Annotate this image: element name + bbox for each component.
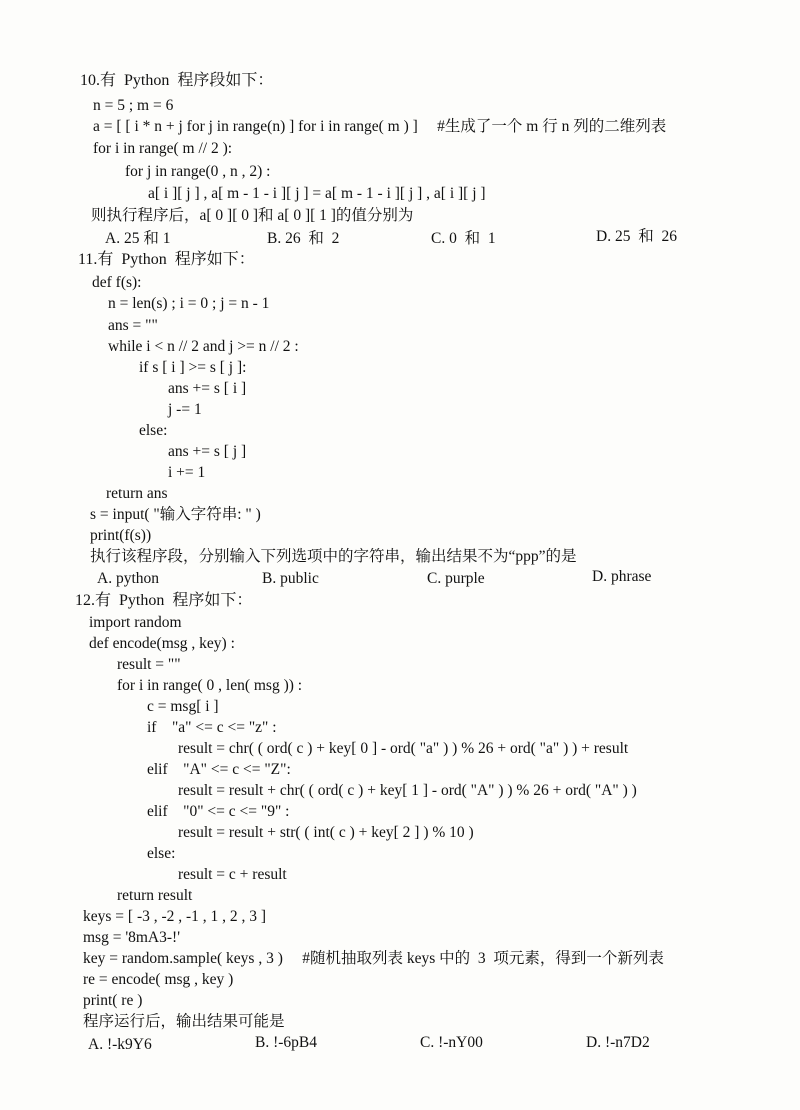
q12-code-line: key = random.sample( keys , 3 ) #随机抽取列表 keys 中的 3 项元素，得到一个新列表 (83, 950, 664, 967)
q10-option-a: A. 25 和 1 (105, 230, 171, 247)
q10-option-b: B. 26 和 2 (267, 230, 340, 247)
q12-code-line: result = result + chr( ( ord( c ) + key[ 1 ] - ord( "A" ) ) % 26 + ord( "A" ) ) (178, 782, 637, 799)
q12-option-d: D. !-n7D2 (586, 1034, 650, 1051)
q11-code-line: print(f(s)) (90, 527, 152, 544)
q11-code-line: if s [ i ] >= s [ j ]: (139, 359, 247, 376)
q11-code-line: def f(s): (92, 274, 142, 291)
q12-code-line: result = "" (117, 656, 181, 673)
q11-option-d: D. phrase (592, 568, 652, 585)
q11-option-b: B. public (262, 570, 319, 587)
q12-code-line: result = chr( ( ord( c ) + key[ 0 ] - ord( "a" ) ) % 26 + ord( "a" ) ) + result (178, 740, 629, 757)
q11-option-a: A. python (97, 570, 159, 587)
q12-code-line: return result (117, 887, 193, 904)
q11-option-c: C. purple (427, 570, 485, 587)
q11-code-line: while i < n // 2 and j >= n // 2 : (108, 338, 299, 355)
q11-code-line: else: (139, 422, 168, 439)
q11-code-line: ans += s [ i ] (168, 380, 247, 397)
q12-code-line: else: (147, 845, 176, 862)
q10-code-line: for i in range( m // 2 ): (93, 140, 233, 157)
q11-title: 11.有 Python 程序如下： (78, 251, 255, 268)
q12-title: 12.有 Python 程序如下： (75, 592, 253, 609)
q12-code-line: elif "0" <= c <= "9" : (147, 803, 290, 820)
q10-option-c: C. 0 和 1 (431, 230, 496, 247)
q12-code-line: if "a" <= c <= "z" : (147, 719, 277, 736)
q11-code-line: s = input( "输入字符串: " ) (90, 506, 261, 523)
q12-question: 程序运行后，输出结果可能是 (83, 1013, 285, 1030)
q11-code-line: i += 1 (168, 464, 206, 481)
q10-option-d: D. 25 和 26 (596, 228, 677, 245)
q11-code-line: return ans (106, 485, 168, 502)
q12-code-line: msg = '8mA3-!' (83, 929, 180, 946)
q10-code-line: for j in range(0 , n , 2) : (125, 163, 271, 180)
q11-question: 执行该程序段，分别输入下列选项中的字符串，输出结果不为“ppp”的是 (90, 548, 577, 565)
q12-code-line: c = msg[ i ] (147, 698, 219, 715)
q10-title: 10.有 Python 程序段如下： (80, 72, 274, 89)
q12-code-line: for i in range( 0 , len( msg )) : (117, 677, 303, 694)
q12-option-c: C. !-nY00 (420, 1034, 483, 1051)
q12-code-line: print( re ) (83, 992, 143, 1009)
q12-code-line: def encode(msg , key) : (89, 635, 235, 652)
q12-code-line: elif "A" <= c <= "Z": (147, 761, 291, 778)
q10-question: 则执行程序后，a[ 0 ][ 0 ]和 a[ 0 ][ 1 ]的值分别为 (91, 207, 414, 224)
q12-code-line: result = result + str( ( int( c ) + key[ 2 ] ) % 10 ) (178, 824, 474, 841)
q11-code-line: j -= 1 (168, 401, 202, 418)
q11-code-line: ans += s [ j ] (168, 443, 247, 460)
q12-code-line: result = c + result (178, 866, 287, 883)
q10-code-line: a[ i ][ j ] , a[ m - 1 - i ][ j ] = a[ m - 1 - i ][ j ] , a[ i ][ j ] (148, 185, 486, 202)
q12-code-line: re = encode( msg , key ) (83, 971, 234, 988)
q12-code-line: import random (89, 614, 182, 631)
q12-option-a: A. !-k9Y6 (88, 1036, 152, 1053)
q10-code-line: n = 5 ; m = 6 (93, 97, 174, 114)
q12-option-b: B. !-6pB4 (255, 1034, 317, 1051)
q10-code-line: a = [ [ i * n + j for j in range(n) ] for i in range( m ) ] #生成了一个 m 行 n 列的二维列表 (93, 118, 667, 135)
q12-code-line: keys = [ -3 , -2 , -1 , 1 , 2 , 3 ] (83, 908, 267, 925)
q11-code-line: n = len(s) ; i = 0 ; j = n - 1 (108, 295, 270, 312)
q11-code-line: ans = "" (108, 317, 158, 334)
